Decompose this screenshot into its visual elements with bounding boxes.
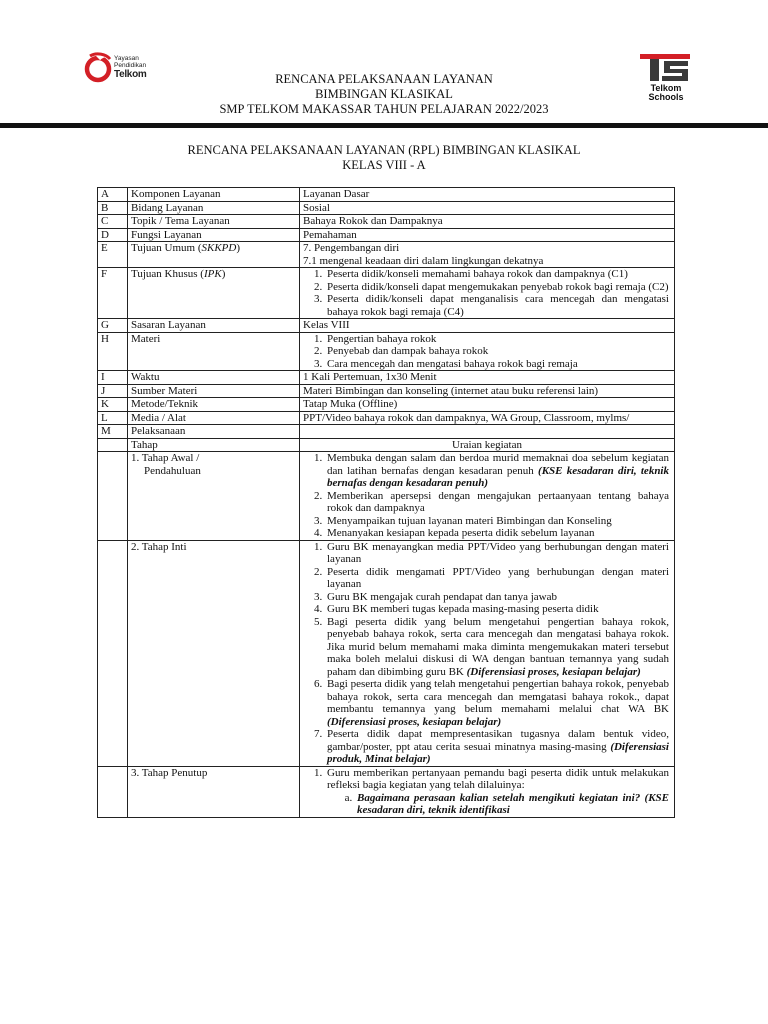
stage-awal-row [98,452,675,541]
title-line1: RENCANA PELAKSANAAN LAYANAN (RPL) BIMBINGAN KLASIKAL [187,143,581,157]
row-label: Sumber Materi [128,384,300,398]
document-header [0,72,768,117]
empty-cell [98,766,128,817]
list-item: 4. Menanyakan kesiapan kepada peserta didik sebelum layanan [325,527,669,540]
stage-penutup-row [98,766,675,817]
row-label: Bidang Layanan [128,201,300,215]
stage-awal-line1: 1. Tahap Awal / [131,452,200,464]
row-value: Kelas VIII [300,319,675,333]
list-item [325,767,669,817]
empty-cell [98,540,128,766]
header-line2: BIMBINGAN KLASIKAL [315,87,453,101]
list-item: 1. Peserta didik/konseli memahami bahaya rokok dan dampaknya (C1) [325,268,669,281]
row-code: J [98,384,128,398]
item-emphasis: (Diferensiasi proses, kesiapan belajar) [466,665,641,678]
ts-caption-line1: Telkom [650,83,682,93]
objectives-list [303,268,671,318]
row-label: Komponen Layanan [128,188,300,202]
ypt-brand: Telkom [114,69,147,80]
list-item: 4. Guru BK memberi tugas kepada masing-masing peserta didik [325,603,669,616]
row-value [300,425,675,439]
row-code: G [98,319,128,333]
row-e [98,242,675,268]
materi-list [303,333,671,371]
row-value: PPT/Video bahaya rokok dan dampaknya, WA Group, Classroom, mylms/ [300,411,675,425]
row-l [98,411,675,425]
ts-caption-line2: Schools [648,92,684,102]
label-end: ) [236,242,241,254]
label-text: Tujuan Umum ( [131,242,202,254]
row-d [98,228,675,242]
row-label: Media / Alat [128,411,300,425]
row-value [300,332,675,371]
list-item [325,728,669,766]
list-item: 3. Guru BK mengajak curah pendapat dan tanya jawab [325,591,669,604]
stage-penutup-activities [300,766,675,817]
label-end: ) [221,268,226,280]
stage-inti-activities [300,540,675,766]
list-item: 3. Peserta didik/konseli dapat menganalisis cara mencegah dan mengatasi bahaya rokok bagi remaja (C4) [325,293,669,318]
row-value [300,268,675,319]
row-code: E [98,242,128,268]
document-title [0,143,768,173]
list-item [325,452,669,490]
stage-inti: 2. Tahap Inti [128,540,300,766]
label-emphasis: IPK [203,268,222,280]
row-code: C [98,215,128,229]
list-item: 2. Peserta didik/konseli dapat mengemukakan penyebab rokok bagi remaja (C2) [325,281,669,294]
stage-penutup: 3. Tahap Penutup [128,766,300,817]
sub-item-text: Bagaimana perasaan kalian setelah mengikuti kegiatan ini? [357,791,645,804]
sub-list-item [355,792,669,817]
list-item: 2. Memberikan apersepsi dengan mengajukan pertaanyaan tentang bahaya rokok dan dampaknya [325,490,669,515]
label-emphasis: SKKPD [201,242,237,254]
stage-inti-row [98,540,675,766]
list-item: 3. Menyampaikan tujuan layanan materi Bimbingan dan Konseling [325,515,669,528]
row-value: Sosial [300,201,675,215]
value-line2: 7.1 mengenal keadaan diri dalam lingkungan dekatnya [303,254,544,267]
list-item: 2. Penyebab dan dampak bahaya rokok [325,345,669,358]
activity-list [303,452,671,540]
label-text: Tujuan Khusus ( [131,268,204,280]
row-label [128,268,300,319]
row-g [98,319,675,333]
row-h [98,332,675,371]
row-label: Topik / Tema Layanan [128,215,300,229]
stage-awal-activities [300,452,675,541]
header-divider [0,123,768,128]
list-item [325,678,669,728]
column-header-tahap: Tahap [128,438,300,452]
row-k [98,398,675,412]
list-item: 1. Guru BK menayangkan media PPT/Video yang berhubungan dengan materi layanan [325,541,669,566]
row-value: 1 Kali Pertemuan, 1x30 Menit [300,371,675,385]
item-emphasis: (Diferensiasi produk, Minat belajar) [327,740,669,765]
row-code: B [98,201,128,215]
ypt-line2: Pendidikan [114,62,147,69]
item-text: Peserta didik dapat mempresentasikan tugasnya dalam bentuk video, gambar/poster, ppt atau cerita sesuai minatnya masing-masing [327,728,669,753]
row-label: Sasaran Layanan [128,319,300,333]
row-m [98,425,675,439]
rpl-table [97,187,675,818]
row-label: Waktu [128,371,300,385]
row-j [98,384,675,398]
item-text: Membuka dengan salam dan berdoa murid memaknai doa sebelum kegiatan dan latihan bernafas dengan kesadaran penuh [327,452,669,477]
item-text: Bagi peserta didik yang telah mengetahui pengertian bahaya rokok, penyebab bahaya rokok, serta cara mencegah dan memgatasi bahaya rokok., dapat membantu temannya yang belum memahami melalui chat WA BK [327,678,669,715]
row-code: L [98,411,128,425]
item-text: Bagi peserta didik yang belum mengetahui pengertian bahaya rokok, penyebab bahaya rokok, serta cara mencegah dan mengatasi bahaya rokok. Jika murid belum memahami maka diminta mengemukakan materi tersebut maka boleh melalui diskusi di WA dengan bantuan temannya yang sudah paham dan dibimbing guru BK [327,615,669,678]
row-value: Bahaya Rokok dan Dampaknya [300,215,675,229]
row-code: H [98,332,128,371]
row-value: Tatap Muka (Offline) [300,398,675,412]
row-i [98,371,675,385]
row-code: D [98,228,128,242]
value-line1: 7. Pengembangan diri [303,242,400,254]
list-item: 1. Pengertian bahaya rokok [325,333,669,346]
row-b [98,201,675,215]
activity-list [303,767,671,817]
empty-cell [98,438,128,452]
ypt-line1: Yayasan [114,55,139,62]
row-code: M [98,425,128,439]
row-code: F [98,268,128,319]
sub-list [327,792,669,817]
row-c [98,215,675,229]
row-label: Pelaksanaan [128,425,300,439]
item-text: Guru memberikan pertanyaan pemandu bagi peserta didik untuk melakukan refleksi bagia kegiatan yang telah dilaluinya: [327,766,669,791]
row-label: Materi [128,332,300,371]
row-f [98,268,675,319]
row-value: Layanan Dasar [300,188,675,202]
row-code: K [98,398,128,412]
header-line1: RENCANA PELAKSANAAN LAYANAN [275,72,493,86]
item-emphasis: (Diferensiasi proses, kesiapan belajar) [327,715,502,728]
pelaksanaan-header-row [98,438,675,452]
activity-list [303,541,671,766]
header-line3: SMP TELKOM MAKASSAR TAHUN PELAJARAN 2022/2023 [219,102,549,116]
column-header-uraian: Uraian kegiatan [300,438,675,452]
row-value: Materi Bimbingan dan konseling (internet atau buku referensi lain) [300,384,675,398]
row-label: Metode/Teknik [128,398,300,412]
list-item: 3. Cara mencegah dan mengatasi bahaya rokok bagi remaja [325,358,669,371]
row-value [300,242,675,268]
row-a [98,188,675,202]
stage-awal-line2: Pendahuluan [144,464,201,477]
list-item: 2. Peserta didik mengamati PPT/Video yang berhubungan dengan materi layanan [325,566,669,591]
stage-awal [128,452,300,541]
row-code: A [98,188,128,202]
row-label [128,242,300,268]
row-code: I [98,371,128,385]
title-line2: KELAS VIII - A [342,158,426,172]
item-emphasis: (KSE kesadaran diri, teknik bernafas dengan kesadaran penuh) [327,464,669,489]
row-value: Pemahaman [300,228,675,242]
row-label: Fungsi Layanan [128,228,300,242]
empty-cell [98,452,128,541]
sub-item-emphasis: (KSE kesadaran diri, teknik identifikasi [357,791,669,816]
list-item [325,616,669,679]
